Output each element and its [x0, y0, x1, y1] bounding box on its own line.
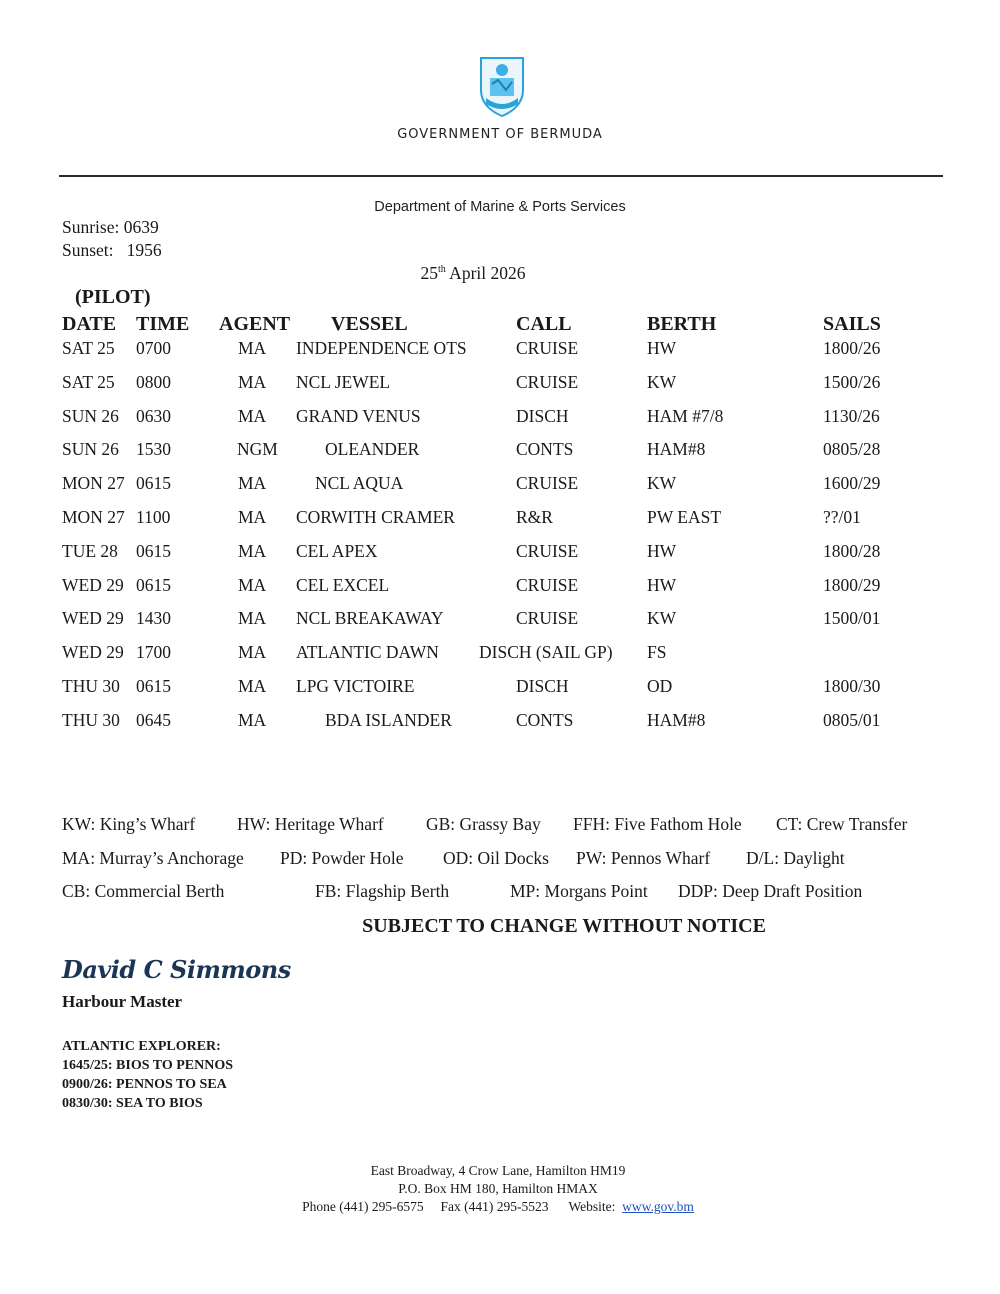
footer-phone: Phone (441) 295-6575 [302, 1199, 424, 1214]
cell-call: CONTS [516, 709, 574, 730]
legend-item: PW: Pennos Wharf [576, 848, 711, 868]
col-header-vessel: VESSEL [331, 313, 408, 335]
cell-agent: MA [238, 676, 267, 696]
cell-vessel: CEL EXCEL [296, 574, 390, 595]
cell-sails: 1130/26 [823, 405, 880, 426]
cell-time: 0700 [136, 338, 171, 358]
website-link[interactable]: www.gov.bm [622, 1199, 694, 1214]
table-row [0, 439, 1000, 473]
cell-berth: HAM#8 [647, 709, 706, 730]
cell-berth: KW [647, 608, 677, 629]
table-row [0, 642, 1000, 676]
cell-vessel: LPG VICTOIRE [296, 676, 415, 696]
sunset [62, 240, 162, 261]
notice-banner: SUBJECT TO CHANGE WITHOUT NOTICE [362, 915, 766, 937]
cell-sails: 0805/28 [823, 439, 881, 460]
cell-call: CRUISE [516, 540, 579, 561]
legend-item: OD: Oil Docks [443, 848, 549, 868]
table-row [0, 372, 1000, 406]
cell-call: R&R [516, 507, 553, 527]
cell-call: DISCH [516, 405, 569, 426]
cell-call: CONTS [516, 439, 574, 460]
cell-date: SUN 26 [62, 405, 119, 426]
table-row [0, 575, 1000, 609]
cell-vessel: NCL BREAKAWAY [296, 608, 444, 629]
cell-berth: KW [647, 371, 677, 392]
cell-time: 0645 [136, 709, 171, 730]
cell-berth: HW [647, 540, 677, 561]
cell-berth: KW [647, 473, 677, 494]
legend-item: FFH: Five Fathom Hole [573, 814, 742, 834]
cell-time: 0630 [136, 405, 171, 426]
cell-agent: MA [238, 540, 267, 561]
table-row [0, 608, 1000, 642]
cell-call: CRUISE [516, 338, 579, 358]
signature-title: Harbour Master [62, 992, 183, 1011]
cell-berth: OD [647, 676, 673, 696]
cell-call: CRUISE [516, 473, 579, 494]
legend-item: PD: Powder Hole [280, 848, 404, 868]
cell-sails: 1800/30 [823, 676, 881, 696]
col-header-berth: BERTH [647, 313, 717, 335]
legend-item: CT: Crew Transfer [776, 814, 908, 834]
cell-call: CRUISE [516, 574, 579, 595]
sunrise-label: Sunrise: [62, 217, 120, 237]
cell-sails: 1500/26 [823, 371, 881, 392]
cell-agent: MA [238, 642, 267, 663]
legend-item: HW: Heritage Wharf [237, 814, 384, 834]
table-row [0, 507, 1000, 541]
cell-date: MON 27 [62, 473, 125, 494]
cell-sails: 0805/01 [823, 709, 881, 730]
header-divider [59, 175, 943, 177]
cell-date: SAT 25 [62, 338, 115, 358]
date-suffix: th [437, 264, 446, 275]
cell-berth: HAM #7/8 [647, 405, 724, 426]
cell-time: 1430 [136, 608, 171, 629]
date-day: 25 [420, 263, 438, 283]
cell-time: 0615 [136, 574, 171, 595]
date-month-year: April 2026 [445, 263, 526, 283]
cell-date: THU 30 [62, 709, 120, 730]
cell-call: CRUISE [516, 371, 579, 392]
cell-sails: 1800/26 [823, 338, 881, 358]
sunset-label: Sunset: [62, 240, 114, 260]
cell-time: 1700 [136, 642, 171, 663]
cell-sails: ??/01 [823, 507, 861, 527]
signature-name: David C Simmons [62, 955, 291, 984]
cell-call: DISCH (SAIL GP) [479, 642, 613, 663]
cell-berth: HW [647, 574, 677, 595]
table-row [0, 473, 1000, 507]
cell-vessel: ATLANTIC DAWN [296, 642, 439, 663]
cell-agent: NGM [237, 439, 278, 460]
sunrise [62, 217, 159, 238]
cell-call: CRUISE [516, 608, 579, 629]
legend-item: MP: Morgans Point [510, 881, 648, 901]
cell-date: WED 29 [62, 574, 124, 595]
cell-date: THU 30 [62, 676, 120, 696]
legend-item: DDP: Deep Draft Position [678, 881, 863, 901]
cell-vessel: INDEPENDENCE OTS [296, 338, 467, 358]
col-header-sails: SAILS [823, 313, 881, 335]
legend-item: D/L: Daylight [746, 848, 845, 868]
legend-item: GB: Grassy Bay [426, 814, 541, 834]
cell-date: WED 29 [62, 642, 124, 663]
cell-sails: 1800/28 [823, 540, 881, 561]
legend-item: CB: Commercial Berth [62, 881, 225, 901]
col-header-agent: AGENT [219, 313, 291, 335]
schedule-date [0, 263, 946, 284]
cell-vessel: OLEANDER [325, 439, 420, 460]
cell-date: WED 29 [62, 608, 124, 629]
footer-contact [0, 1199, 996, 1215]
col-header-date: DATE [62, 313, 117, 335]
cell-vessel: NCL AQUA [315, 473, 404, 494]
cell-agent: MA [238, 405, 267, 426]
cell-date: SUN 26 [62, 439, 119, 460]
cell-time: 0615 [136, 540, 171, 561]
explorer-line: 1645/25: BIOS TO PENNOS [62, 1058, 234, 1073]
government-title: GOVERNMENT OF BERMUDA [397, 127, 603, 142]
cell-sails: 1800/29 [823, 574, 881, 595]
table-row [0, 710, 1000, 744]
cell-agent: MA [238, 608, 267, 629]
cell-date: SAT 25 [62, 371, 115, 392]
cell-vessel: CORWITH CRAMER [296, 507, 455, 527]
sunset-value: 1956 [126, 240, 162, 260]
cell-agent: MA [238, 507, 267, 527]
cell-berth: HAM#8 [647, 439, 706, 460]
legend-item: MA: Murray’s Anchorage [62, 848, 244, 868]
cell-berth: HW [647, 338, 677, 358]
legend-item: KW: King’s Wharf [62, 814, 196, 834]
footer-fax: Fax (441) 295-5523 [440, 1199, 549, 1214]
cell-time: 1100 [136, 507, 171, 527]
footer-website-label: Website: [568, 1199, 616, 1214]
cell-call: DISCH [516, 676, 569, 696]
col-header-time: TIME [136, 313, 190, 335]
bermuda-coat-of-arms-icon [478, 56, 526, 118]
cell-vessel: BDA ISLANDER [325, 709, 452, 730]
table-row [0, 338, 1000, 372]
cell-sails: 1500/01 [823, 608, 881, 629]
explorer-heading: ATLANTIC EXPLORER: [62, 1039, 221, 1054]
cell-sails: 1600/29 [823, 473, 881, 494]
footer-po-box: P.O. Box HM 180, Hamilton HMAX [398, 1181, 598, 1196]
table-row [0, 406, 1000, 440]
cell-time: 0615 [136, 676, 171, 696]
cell-date: TUE 28 [62, 540, 118, 561]
cell-date: MON 27 [62, 507, 125, 527]
cell-agent: MA [238, 473, 267, 494]
cell-time: 0800 [136, 371, 171, 392]
footer-address: East Broadway, 4 Crow Lane, Hamilton HM19 [370, 1163, 626, 1178]
department-name: Department of Marine & Ports Services [374, 199, 626, 215]
explorer-line: 0900/26: PENNOS TO SEA [62, 1077, 227, 1092]
cell-time: 0615 [136, 473, 171, 494]
legend-item: FB: Flagship Berth [315, 881, 450, 901]
cell-time: 1530 [136, 439, 171, 460]
cell-berth: FS [647, 642, 667, 663]
table-row [0, 541, 1000, 575]
cell-vessel: CEL APEX [296, 540, 378, 561]
explorer-line: 0830/30: SEA TO BIOS [62, 1096, 203, 1111]
table-row [0, 676, 1000, 710]
cell-agent: MA [238, 709, 267, 730]
col-header-call: CALL [516, 313, 572, 335]
cell-agent: MA [238, 574, 267, 595]
cell-agent: MA [238, 338, 267, 358]
sunrise-value: 0639 [123, 217, 159, 237]
pilot-label: (PILOT) [75, 286, 151, 308]
cell-vessel: NCL JEWEL [296, 371, 391, 392]
cell-berth: PW EAST [647, 507, 722, 527]
cell-vessel: GRAND VENUS [296, 405, 421, 426]
cell-agent: MA [238, 371, 267, 392]
